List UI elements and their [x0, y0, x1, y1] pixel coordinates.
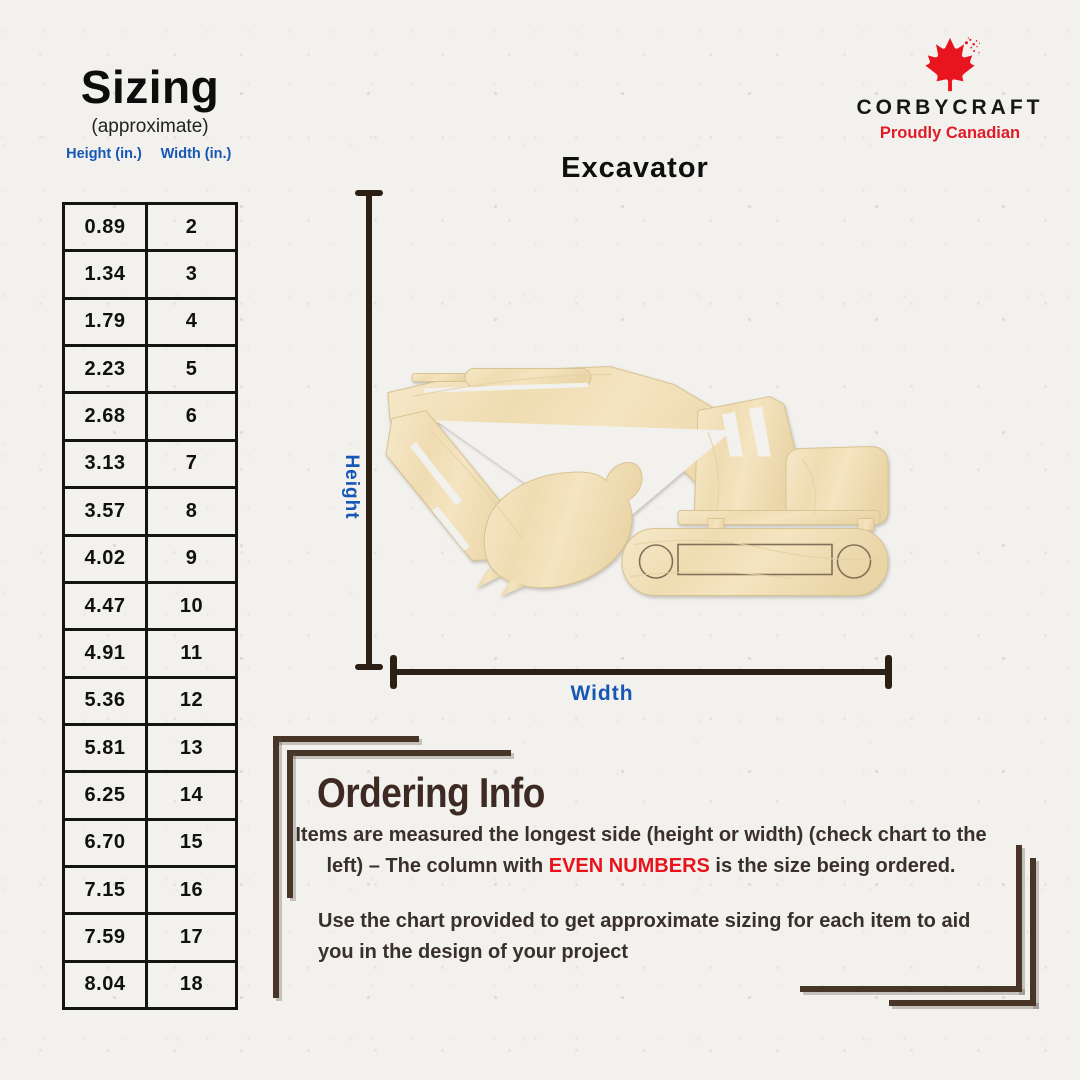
ordering-bracket-top-left	[273, 736, 279, 998]
maple-leaf-icon	[875, 36, 1025, 94]
height-cell: 4.91	[65, 631, 148, 675]
height-cell: 2.68	[65, 394, 148, 438]
ordering-bracket-bottom-right	[889, 1000, 1036, 1006]
ordering-p1-text: Items are measured the longest side (height or width) (check chart to the left) – The column with	[295, 824, 987, 877]
ordering-p1-tail: is the size being ordered.	[709, 855, 956, 877]
table-row	[65, 631, 235, 678]
table-row	[65, 252, 235, 299]
width-cell: 16	[179, 878, 204, 901]
height-cell: 2.23	[65, 347, 148, 391]
height-cell: 5.36	[65, 679, 148, 723]
height-cell: 0.89	[65, 205, 148, 249]
height-cell: 3.57	[65, 489, 148, 533]
height-cell: 1.34	[65, 252, 148, 296]
width-cell: 3	[185, 263, 198, 286]
width-cell: 6	[185, 405, 198, 428]
width-cell: 12	[179, 689, 204, 712]
table-row	[65, 394, 235, 441]
ordering-paragraph-2: Use the chart provided to get approximate sizing for each item to aid you in the design of your project	[318, 910, 971, 963]
ordering-info-title: Ordering Info	[317, 770, 545, 816]
table-row	[65, 347, 235, 394]
width-cell: 9	[185, 547, 198, 570]
height-cell: 7.59	[65, 915, 148, 959]
sizing-subtitle: (approximate)	[91, 116, 209, 137]
table-row	[65, 537, 235, 584]
table-row	[65, 442, 235, 489]
width-cell: 2	[185, 215, 198, 238]
height-cell: 7.15	[65, 868, 148, 912]
width-cell: 13	[179, 736, 204, 759]
width-cell: 18	[179, 973, 204, 996]
width-cell: 15	[179, 831, 204, 854]
ordering-bracket-top-left-inner	[287, 750, 293, 898]
table-row	[65, 205, 235, 252]
height-cell: 6.25	[65, 773, 148, 817]
table-row	[65, 584, 235, 631]
height-dimension-cap-bottom	[355, 664, 383, 670]
height-cell: 8.04	[65, 963, 148, 1007]
table-row	[65, 726, 235, 773]
width-cell: 10	[179, 594, 204, 617]
height-dimension-cap-top	[355, 190, 383, 196]
ordering-p1-highlight: EVEN NUMBERS	[548, 855, 710, 877]
table-row	[65, 963, 235, 1007]
width-cell: 8	[185, 499, 198, 522]
ordering-bracket-bottom-right-inner	[800, 986, 1022, 992]
product-title: Excavator	[561, 152, 709, 184]
width-cell: 5	[185, 357, 198, 380]
sizing-title: Sizing	[80, 61, 220, 113]
height-column-header: Height (in.)	[66, 146, 142, 162]
width-cell: 4	[185, 310, 198, 333]
width-column-header: Width (in.)	[160, 146, 232, 162]
table-row	[65, 300, 235, 347]
width-dimension-line	[392, 669, 890, 675]
brand-name: CORBYCRAFT	[856, 96, 1044, 119]
table-row	[65, 489, 235, 536]
width-label: Width	[570, 682, 634, 705]
width-cell: 14	[179, 783, 204, 806]
table-row	[65, 915, 235, 962]
width-cell: 17	[179, 926, 204, 949]
ordering-bracket-top-left-inner	[287, 750, 511, 756]
size-table-headers	[58, 146, 242, 162]
height-cell: 1.79	[65, 300, 148, 344]
brand-block	[848, 36, 1052, 143]
table-row	[65, 773, 235, 820]
height-cell: 3.13	[65, 442, 148, 486]
table-row	[65, 821, 235, 868]
height-label: Height	[341, 454, 362, 520]
brand-tagline: Proudly Canadian	[879, 124, 1021, 142]
width-cell: 7	[185, 452, 198, 475]
size-table	[62, 202, 238, 1010]
ordering-bracket-bottom-right-inner	[1016, 845, 1022, 992]
ordering-paragraph-1	[295, 820, 987, 882]
height-cell: 4.47	[65, 584, 148, 628]
height-cell: 5.81	[65, 726, 148, 770]
height-cell: 6.70	[65, 821, 148, 865]
width-cell: 11	[180, 641, 203, 664]
width-dimension-cap-right	[885, 655, 892, 689]
excavator-wood-cutout	[372, 362, 902, 598]
table-row	[65, 679, 235, 726]
width-dimension-cap-left	[390, 655, 397, 689]
ordering-bracket-top-left	[273, 736, 419, 742]
table-row	[65, 868, 235, 915]
height-cell: 4.02	[65, 537, 148, 581]
ordering-bracket-bottom-right	[1030, 858, 1036, 1006]
